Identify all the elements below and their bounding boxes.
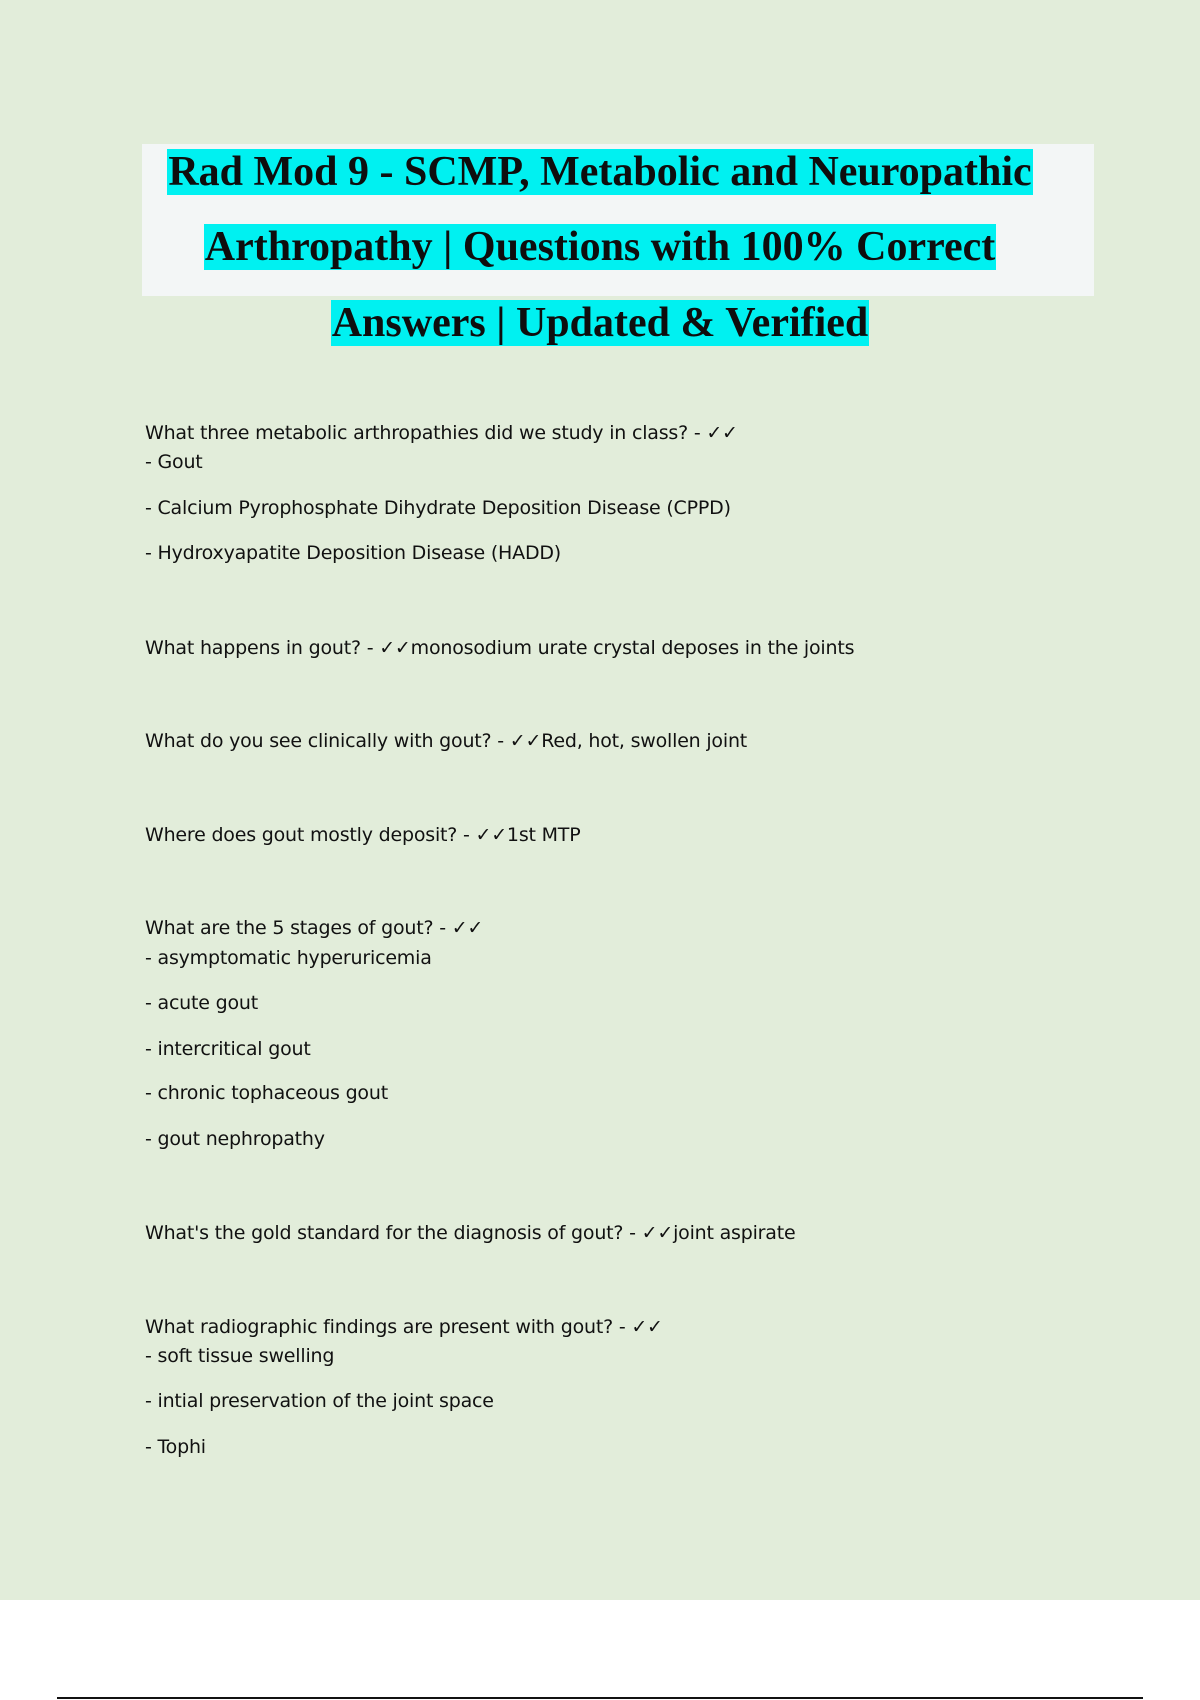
answer-item: - asymptomatic hyperuricemia — [145, 947, 432, 969]
question-text: What's the gold standard for the diagnosis of gout? - ✓✓joint aspirate — [145, 1222, 796, 1244]
question-text: What happens in gout? - ✓✓monosodium urate crystal deposes in the joints — [145, 637, 855, 659]
question-text: Where does gout mostly deposit? - ✓✓1st MTP — [145, 824, 581, 846]
answer-item: - acute gout — [145, 992, 258, 1014]
footer-rule — [57, 1697, 1143, 1699]
question-text: What are the 5 stages of gout? - ✓✓ — [145, 917, 484, 939]
question-text: What radiographic findings are present with gout? - ✓✓ — [145, 1316, 663, 1338]
answer-item: - Hydroxyapatite Deposition Disease (HADD) — [145, 542, 562, 564]
answer-item: - Tophi — [145, 1436, 206, 1458]
document-title-line-3: Answers | Updated & Verified — [331, 300, 869, 346]
question-text: What three metabolic arthropathies did we study in class? - ✓✓ — [145, 422, 738, 444]
answer-item: - gout nephropathy — [145, 1128, 325, 1150]
document-title-line-2: Arthropathy | Questions with 100% Correct — [204, 224, 996, 270]
document-title-line-1: Rad Mod 9 - SCMP, Metabolic and Neuropathic — [168, 149, 1032, 195]
answer-item: - soft tissue swelling — [145, 1345, 335, 1367]
answer-item: - intercritical gout — [145, 1038, 311, 1060]
answer-item: - Gout — [145, 451, 203, 473]
question-text: What do you see clinically with gout? - ✓✓Red, hot, swollen joint — [145, 730, 748, 752]
answer-item: - Calcium Pyrophosphate Dihydrate Deposition Disease (CPPD) — [145, 497, 731, 519]
answer-item: - intial preservation of the joint space — [145, 1390, 494, 1412]
answer-item: - chronic tophaceous gout — [145, 1082, 388, 1104]
